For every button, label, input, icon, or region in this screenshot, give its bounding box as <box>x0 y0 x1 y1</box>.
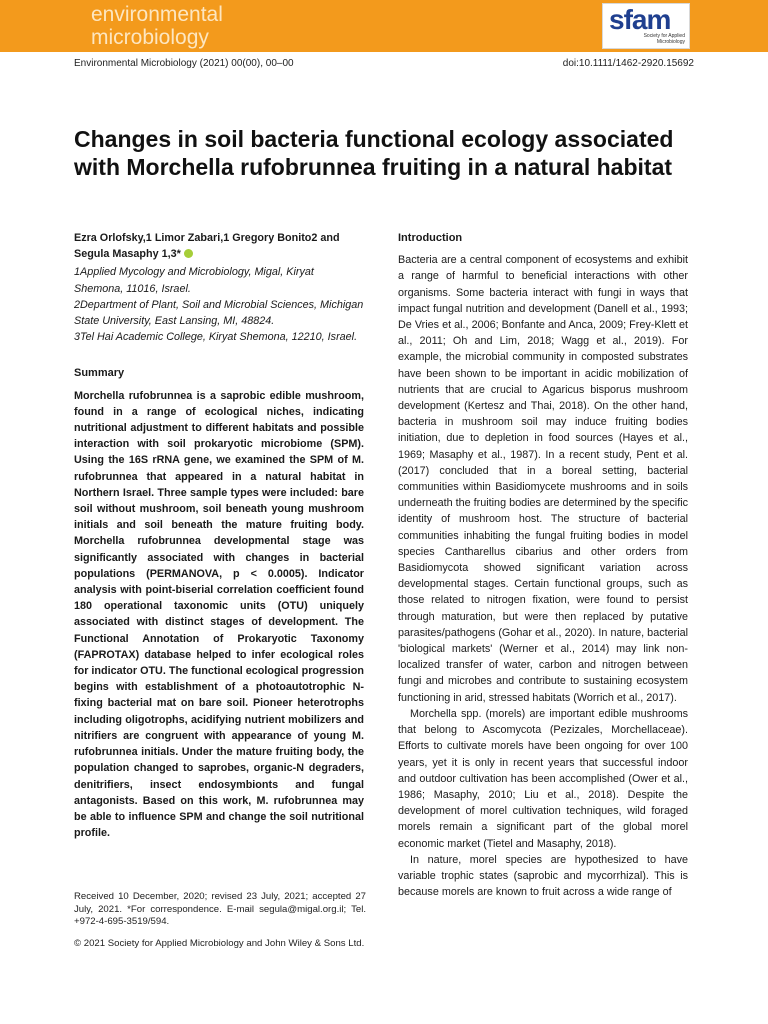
intro-paragraph-2: Morchella spp. (morels) are important edible mushrooms that belong to Ascomycota (Pezizales, Morchellaceae). Efforts to cultivate morels have been ongoing for over 100 years, yet it is only in recent years that successful indoor and outdoor cultivation has been accomplished (Ower et al., 1986; Masaphy, 2010; Liu et al., 2018). Despite the development of morel cultivation techniques, wild foraged morels remain a significant part of the global morel economic market (Tietel and Masaphy, 2018). <box>398 707 688 850</box>
journal-name-line1: environmental <box>91 3 223 26</box>
summary-text: Morchella rufobrunnea is a saprobic edible mushroom, found in a range of ecological niches, indicating nutritional adjustment to different habitats and possible interaction with soil prokaryotic microbiome (SPM). Using the 16S rRNA gene, we examined the SPM of M. rufobrunnea that appeared in a natural habitat in Northern Israel. Three sample types were included: bare soil without mushroom, soil beneath young mushroom initials and soil beneath the mature fruiting body. Morchella rufobrunnea developmental stage was significantly associated with changes in bacterial populations (PERMANOVA, p < 0.0005). Indicator analysis with point-biserial correlation coefficient found 180 operational taxonomic units (OTU) uniquely associated with distinct stages of development. The Functional Annotation of Prokaryotic Taxonomy (FAPROTAX) database helped to infer ecological roles for indicator OTU. The functional ecological progression begins with establishment of a photoautotrophic N-fixing bacterial mat on bare soil. Pioneer heterotrophs including oligotrophs, acidifying nutrient mobilizers and nitrifiers are congruent with appearance of young M. rufobrunnea initials. Under the mature fruiting body, the population changed to saprobes, organic-N degraders, denitrifiers, insect endosymbionts and fungal antagonists. Based on this work, M. rufobrunnea may be able to influence SPM and change the soil nutritional profile. <box>74 389 364 840</box>
copyright-notice: © 2021 Society for Applied Microbiology and John Wiley & Sons Ltd. <box>74 938 365 949</box>
affiliations <box>74 264 364 345</box>
affiliation-3: 3Tel Hai Academic College, Kiryat Shemona, 12210, Israel. <box>74 331 358 344</box>
orcid-icon[interactable] <box>184 249 193 258</box>
article-title: Changes in soil bacteria functional ecology associated with Morchella rufobrunnea fruiting in a natural habitat <box>74 126 674 181</box>
running-head-citation: Environmental Microbiology (2021) 00(00), 00–00 <box>74 58 294 69</box>
author-names: Ezra Orlofsky,1 Limor Zabari,1 Gregory Bonito2 and Segula Masaphy 1,3* <box>74 232 340 261</box>
affiliation-2: 2Department of Plant, Soil and Microbial Sciences, Michigan State University, East Lansing, MI, 48824. <box>74 298 364 328</box>
summary-heading: Summary <box>74 367 125 380</box>
intro-paragraph-1: Bacteria are a central component of ecosystems and exhibit a range of harmful to beneficial interactions with other organisms. Some bacteria interact with fungi in ways that impact fungal nutrition and development (Danell et al., 1993; De Vries et al., 2006; Bonfante and Anca, 2009; Frey-Klett et al., 2011; Oh and Lim, 2018; Wagg et al., 2019). For example, the microbial community in composted substrates have been shown to be important in acidic mobilization of nutrients that are crucial to Agaricus bisporus mushroom development (Kertesz and Thai, 2018). On the other hand, bacteria in mushroom soil may induce fruiting bodies initiation, due to depletion in food sources (Hayes et al., 1969; Masaphy et al., 1987). In a recent study, Pent et al. (2017) concluded that in a boreal setting, bacterial communities within Basidiomycete mushrooms and in soils underneath the fruiting bodies are determined by the specific identity of mushroom host. The structure of bacterial communities inhabiting the fungal fruiting bodies in model species Cantharellus cibarius and other orders from Basidiomycota showed significant variation across developmental stages. Certain functional groups, such as those related to nitrogen fixation, were found to persist through maturation, but were then replaced by putative parasites/pathogens (Gohar et al., 2020). In nature, bacterial 'biological markets' (Werner et al., 2014) may link non-localized transfer of water, carbon and nitrogen between fungi and microbes and contribute to sustaining ecosystem functioning in arid, stressed habitats (Worrich et al., 2017). <box>398 254 688 704</box>
journal-banner <box>0 0 768 52</box>
sfam-logo <box>602 3 690 49</box>
sfam-logo-text: sfam <box>609 4 671 35</box>
journal-name <box>91 3 223 49</box>
introduction-heading: Introduction <box>398 232 463 244</box>
left-column <box>74 230 364 841</box>
affiliation-1: 1Applied Mycology and Microbiology, Migal, Kiryat Shemona, 11016, Israel. <box>74 266 314 295</box>
intro-paragraph-3: In nature, morel species are hypothesized to have variable trophic states (saprobic and mycorrhizal). This is because morels are known to fruit across a wide range of <box>398 853 688 899</box>
running-head-doi: doi:10.1111/1462-2920.15692 <box>562 58 694 69</box>
right-column <box>398 230 688 900</box>
received-footnote: Received 10 December, 2020; revised 23 July, 2021; accepted 27 July, 2021. *For correspondence. E-mail segula@migal.org.il; Tel. +972-4-695-3519/594. <box>74 891 366 927</box>
sfam-logo-subtext: Society for Applied Microbiology <box>643 33 685 45</box>
journal-name-line2: microbiology <box>91 26 209 49</box>
author-list <box>74 230 364 262</box>
